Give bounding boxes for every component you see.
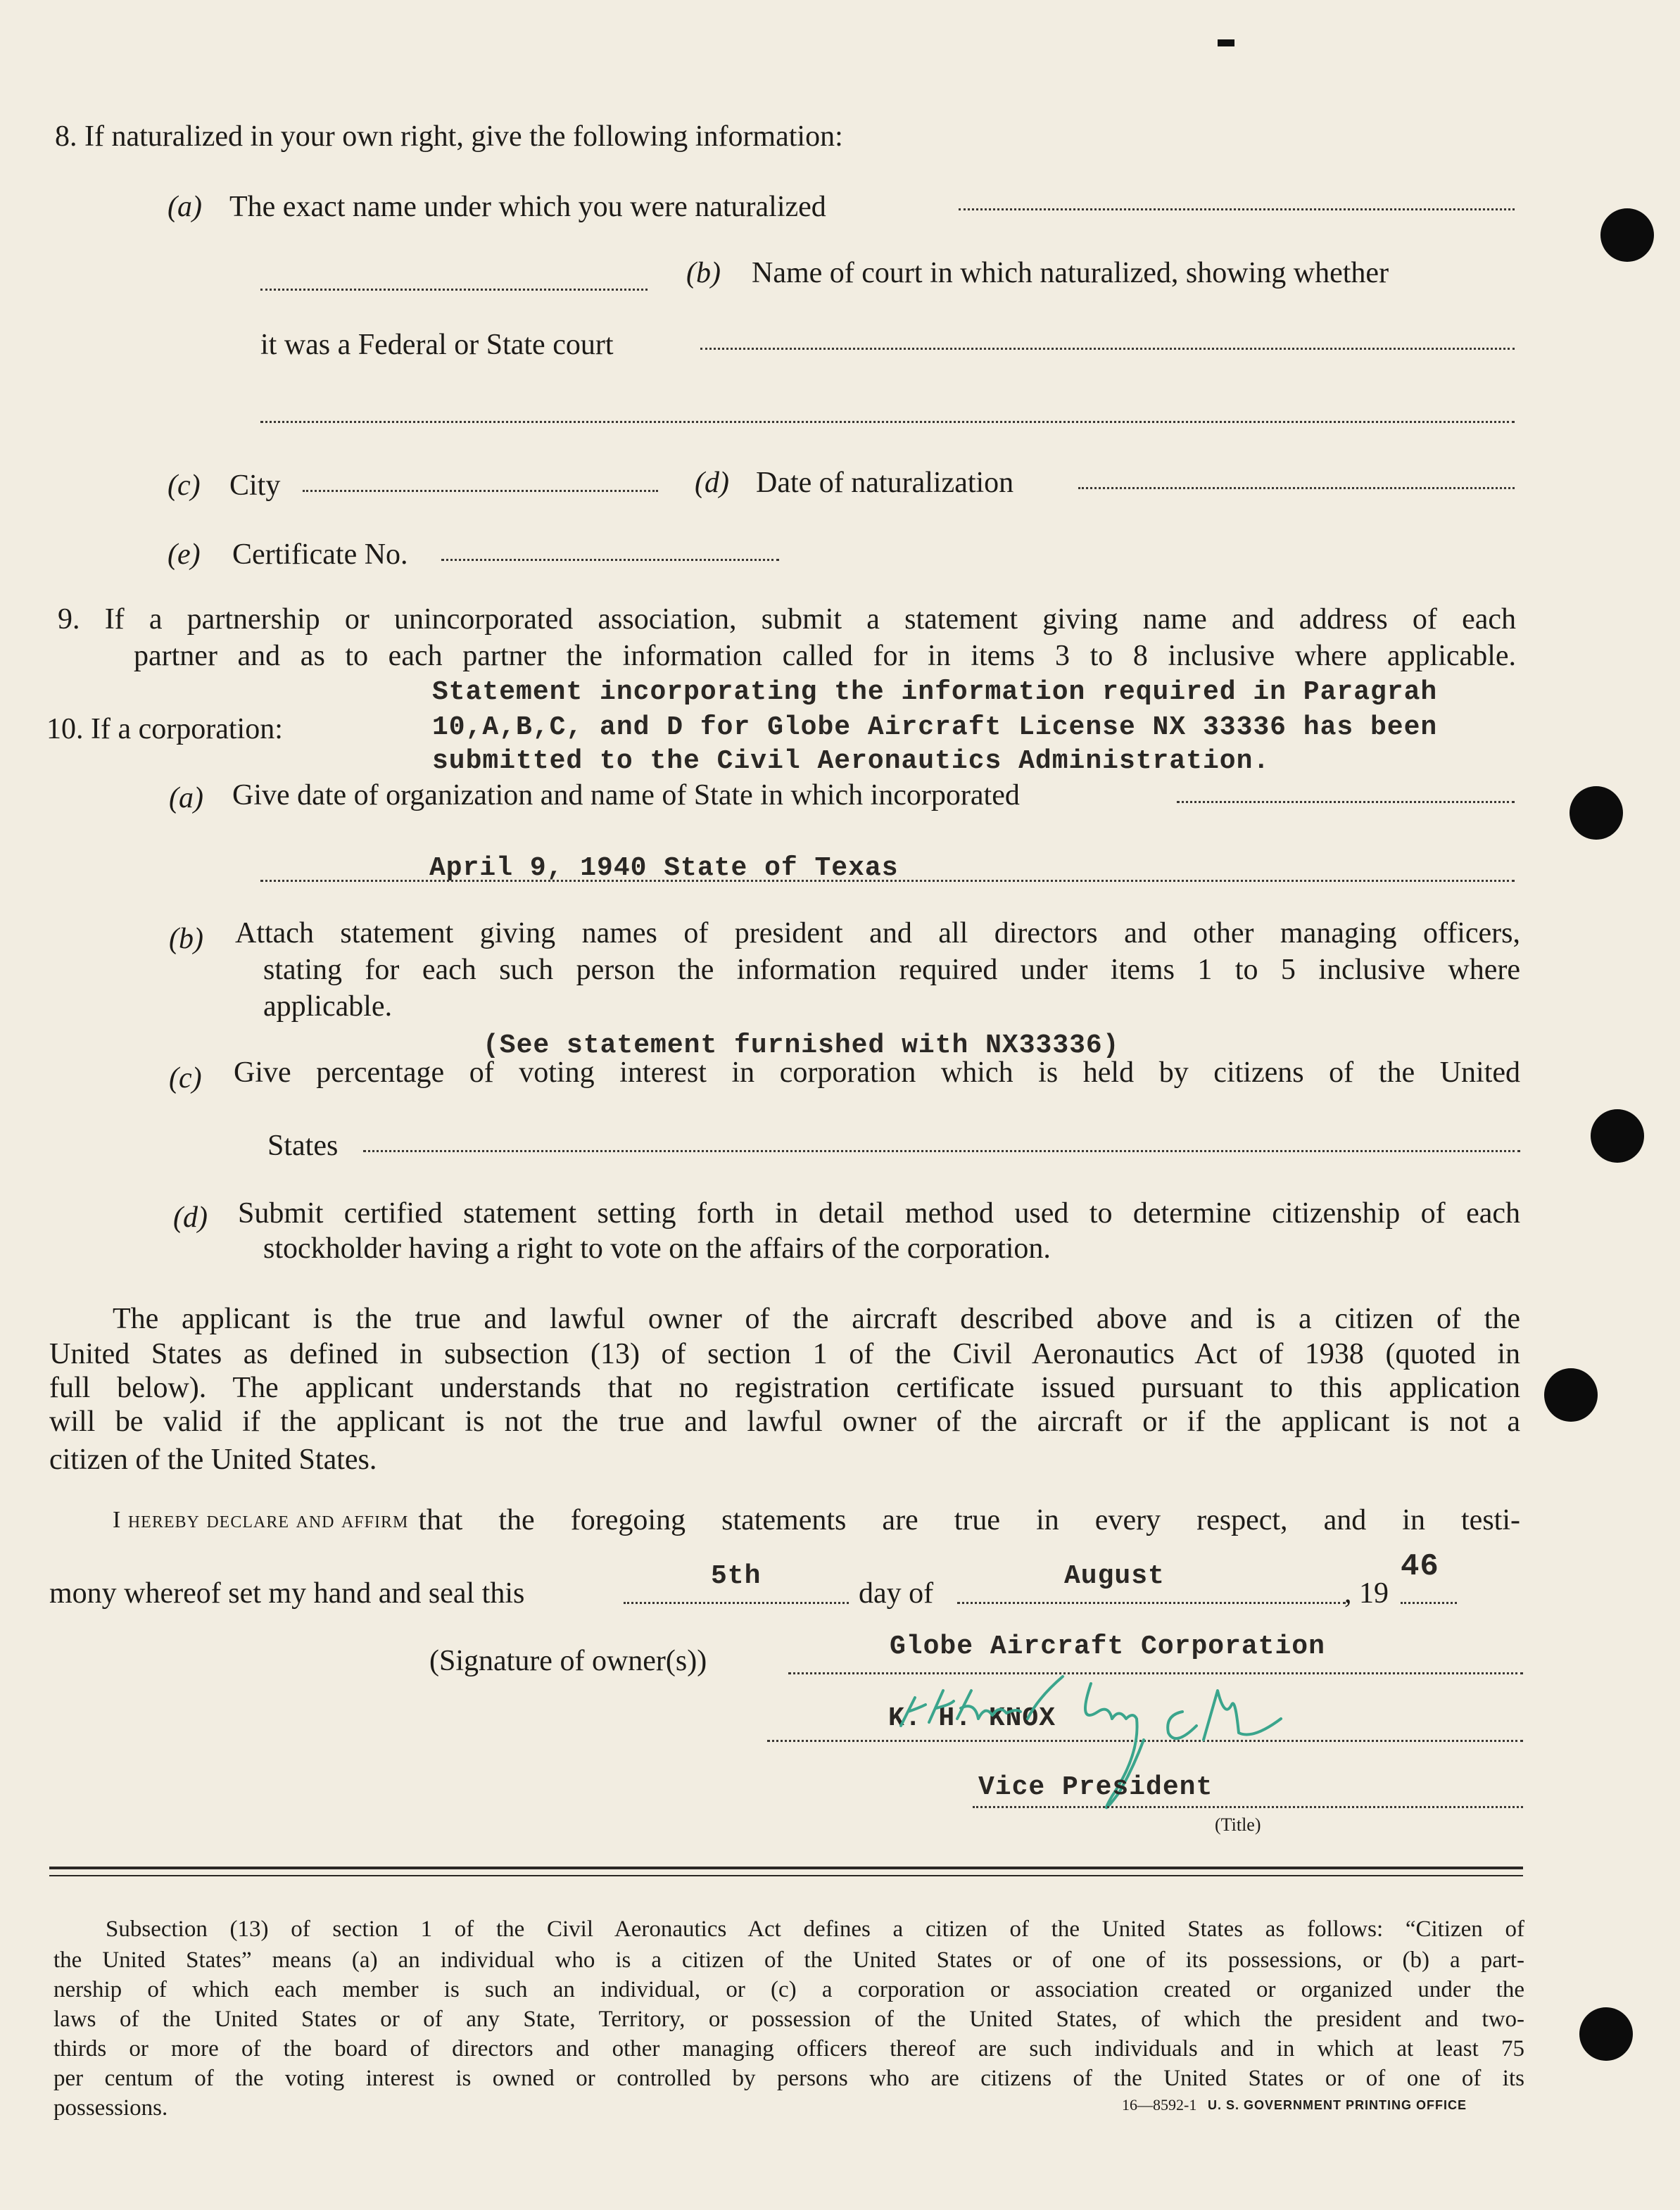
item-10d-label: (d) [173,1201,208,1234]
affirmation-line: full below). The applicant understands that no registration certificate issued pursuant to this application [49,1372,1520,1404]
punch-hole [1544,1368,1598,1422]
declaration-line-1 [113,1503,1520,1537]
declaration-line-2: mony whereof set my hand and seal this [49,1577,525,1610]
naturalization-date-field[interactable] [1078,487,1515,489]
naturalized-name-field[interactable] [959,208,1515,210]
printer-imprint: U. S. GOVERNMENT PRINTING OFFICE [1208,2098,1467,2112]
item-10-heading: 10. If a corporation: [46,713,283,745]
item-10b-line: stating for each such person the information required under items 1 to 5 inclusive where [263,954,1520,986]
item-10c-label: (c) [169,1062,202,1094]
footnote-line: thirds or more of the board of directors and other managing officers thereof are such individuals and in which at least 75 [53,2036,1524,2061]
affirmation-line: will be valid if the applicant is not the true and lawful owner of the aircraft or if the applicant is not a [49,1406,1520,1438]
organization-date-field-cont[interactable] [260,880,1515,882]
organization-date-field[interactable] [1177,801,1515,803]
owner-typed-name: Globe Aircraft Corporation [890,1631,1325,1662]
title-typed: Vice President [978,1772,1213,1802]
punch-hole [1591,1109,1644,1163]
footnote-line: Subsection (13) of section 1 of the Civil Aeronautics Act defines a citizen of the United States as follows: “Citizen of [106,1917,1524,1942]
month-field[interactable] [957,1602,1346,1604]
item-8e-label: (e) [168,538,201,571]
item-10d-line: stockholder having a right to vote on the affairs of the corporation. [263,1232,1051,1265]
item-9-line-2: partner and as to each partner the information called for in items 3 to 8 inclusive where applicable. [134,640,1516,672]
punch-hole [1579,2007,1633,2061]
day-of-label: day of [859,1577,934,1610]
item-8b-text: Name of court in which naturalized, showing whether [752,257,1389,289]
item-8b-label: (b) [686,257,721,289]
organization-date-value: April 9, 1940 State of Texas [429,853,899,883]
day-value: 5th [711,1561,762,1591]
item-10c-text: Give percentage of voting interest in corporation which is held by citizens of the United [234,1056,1520,1089]
naturalized-name-field-cont[interactable] [260,289,648,291]
item-8a-text: The exact name under which you were naturalized [229,191,826,223]
item-10b-line: applicable. [263,990,393,1023]
punch-hole [1600,208,1654,262]
item-10c-cont: States [267,1130,339,1162]
year-value: 46 [1401,1549,1439,1584]
item-8e-text: Certificate No. [232,538,408,571]
footnote-line: the United States” means (a) an individual who is a citizen of the United States or of one of its possessions, or (b) a part- [53,1947,1524,1973]
item-8b-cont: it was a Federal or State court [260,329,614,361]
typed-statement-line: submitted to the Civil Aeronautics Administration. [432,746,1270,776]
month-value: August [1064,1561,1165,1591]
signature-label: (Signature of owner(s)) [429,1645,707,1677]
city-field[interactable] [303,490,658,492]
item-10b-line: Attach statement giving names of president and all directors and other managing officers, [235,917,1520,949]
affirmation-line: citizen of the United States. [49,1444,377,1476]
item-10b-typed-note: (See statement furnished with NX33336) [483,1030,1120,1061]
item-8a-label: (a) [168,191,202,223]
footnote-line: laws of the United States or of any State, Territory, or possession of the United States, of which the president and two- [53,2007,1524,2032]
item-10a-text: Give date of organization and name of State in which incorporated [232,779,1020,812]
certificate-number-field[interactable] [441,559,779,561]
form-number: 16—8592-1 [1122,2096,1197,2114]
affirmation-line: United States as defined in subsection (13) of section 1 of the Civil Aeronautics Act of 1938 (quoted in [49,1338,1520,1370]
ink-mark [1218,39,1234,46]
item-9-line-1: 9. If a partnership or unincorporated association, submit a statement giving name and address of each [58,603,1516,636]
year-prefix: , 19 [1344,1577,1389,1610]
footnote-line: possessions. [53,2095,168,2121]
punch-hole [1570,786,1623,840]
typed-statement-line: 10,A,B,C, and D for Globe Aircraft License NX 33336 has been [432,712,1438,743]
declaration-lead: I hereby declare and affirm [113,1507,409,1533]
item-8c-text: City [229,469,281,502]
item-10a-label: (a) [169,782,203,814]
title-field[interactable] [973,1806,1523,1808]
court-field[interactable] [700,348,1515,350]
footnote-line: nership of which each member is such an individual, or (c) a corporation or association created or organized under the [53,1977,1524,2002]
court-field-cont[interactable] [260,421,1515,423]
signer-typed-name: K. H. KNOX [888,1703,1056,1734]
item-10d-line: Submit certified statement setting forth in detail method used to determine citizenship of each [238,1197,1520,1230]
title-label: (Title) [1215,1814,1261,1835]
typed-statement-line: Statement incorporating the information required in Paragrah [432,677,1438,707]
item-10b-label: (b) [169,923,203,955]
day-field[interactable] [624,1602,849,1604]
year-field[interactable] [1401,1602,1457,1604]
affirmation-line: The applicant is the true and lawful owner of the aircraft described above and is a citizen of the [113,1303,1520,1335]
section-divider [49,1867,1523,1869]
item-8d-text: Date of naturalization [756,467,1014,499]
footnote-line: per centum of the voting interest is owned or controlled by persons who are citizens of the United States or of one of its [53,2066,1524,2091]
section-divider [49,1875,1523,1876]
declaration-rest: that the foregoing statements are true in every respect, and in testi- [418,1504,1520,1536]
item-8d-label: (d) [695,467,729,499]
voting-interest-field[interactable] [363,1150,1520,1152]
item-8-heading: 8. If naturalized in your own right, give the following information: [55,120,843,153]
item-8c-label: (c) [168,469,201,502]
